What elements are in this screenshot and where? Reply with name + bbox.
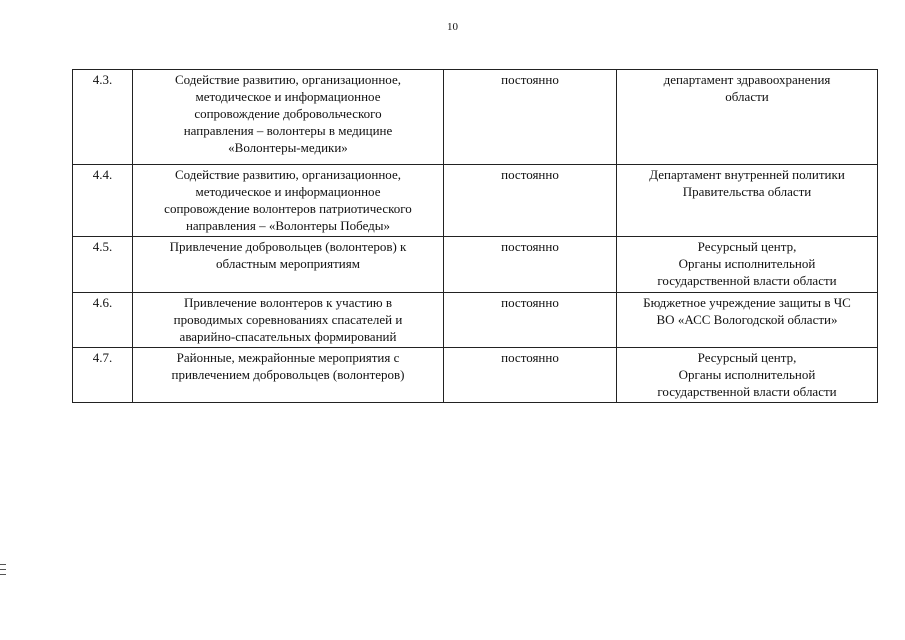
page-number: 10 [447, 21, 458, 33]
responsible-cell: Ресурсный центр, Органы исполнительной государственной власти области [617, 348, 878, 403]
table-row [73, 293, 878, 348]
table-row [73, 165, 878, 237]
term-cell: постоянно [444, 70, 617, 165]
row-number-cell: 4.5. [73, 237, 133, 293]
events-table [72, 69, 878, 403]
responsible-cell: Департамент внутренней политики Правительства области [617, 165, 878, 237]
table-row [73, 348, 878, 403]
term-cell: постоянно [444, 165, 617, 237]
row-number-cell: 4.6. [73, 293, 133, 348]
term-cell: постоянно [444, 237, 617, 293]
event-name-cell: Содействие развитию, организационное, методическое и информационное сопровождение добровольческого направления – волонтеры в медицине «Волонтеры-медики» [133, 70, 444, 165]
event-name-cell: Привлечение добровольцев (волонтеров) к областным мероприятиям [133, 237, 444, 293]
margin-mark [0, 574, 6, 575]
term-cell: постоянно [444, 348, 617, 403]
row-number-cell: 4.4. [73, 165, 133, 237]
row-number-cell: 4.3. [73, 70, 133, 165]
responsible-cell: департамент здравоохранения области [617, 70, 878, 165]
margin-mark [0, 564, 6, 565]
term-cell: постоянно [444, 293, 617, 348]
responsible-cell: Бюджетное учреждение защиты в ЧС ВО «АСС Вологодской области» [617, 293, 878, 348]
responsible-cell: Ресурсный центр, Органы исполнительной государственной власти области [617, 237, 878, 293]
margin-marks [0, 564, 6, 579]
event-name-cell: Районные, межрайонные мероприятия с привлечением добровольцев (волонтеров) [133, 348, 444, 403]
table-row [73, 70, 878, 165]
table-row [73, 237, 878, 293]
row-number-cell: 4.7. [73, 348, 133, 403]
event-name-cell: Привлечение волонтеров к участию в проводимых соревнованиях спасателей и аварийно-спасательных формирований [133, 293, 444, 348]
margin-mark [0, 569, 6, 570]
event-name-cell: Содействие развитию, организационное, методическое и информационное сопровождение волонтеров патриотического направления – «Волонтеры Победы» [133, 165, 444, 237]
